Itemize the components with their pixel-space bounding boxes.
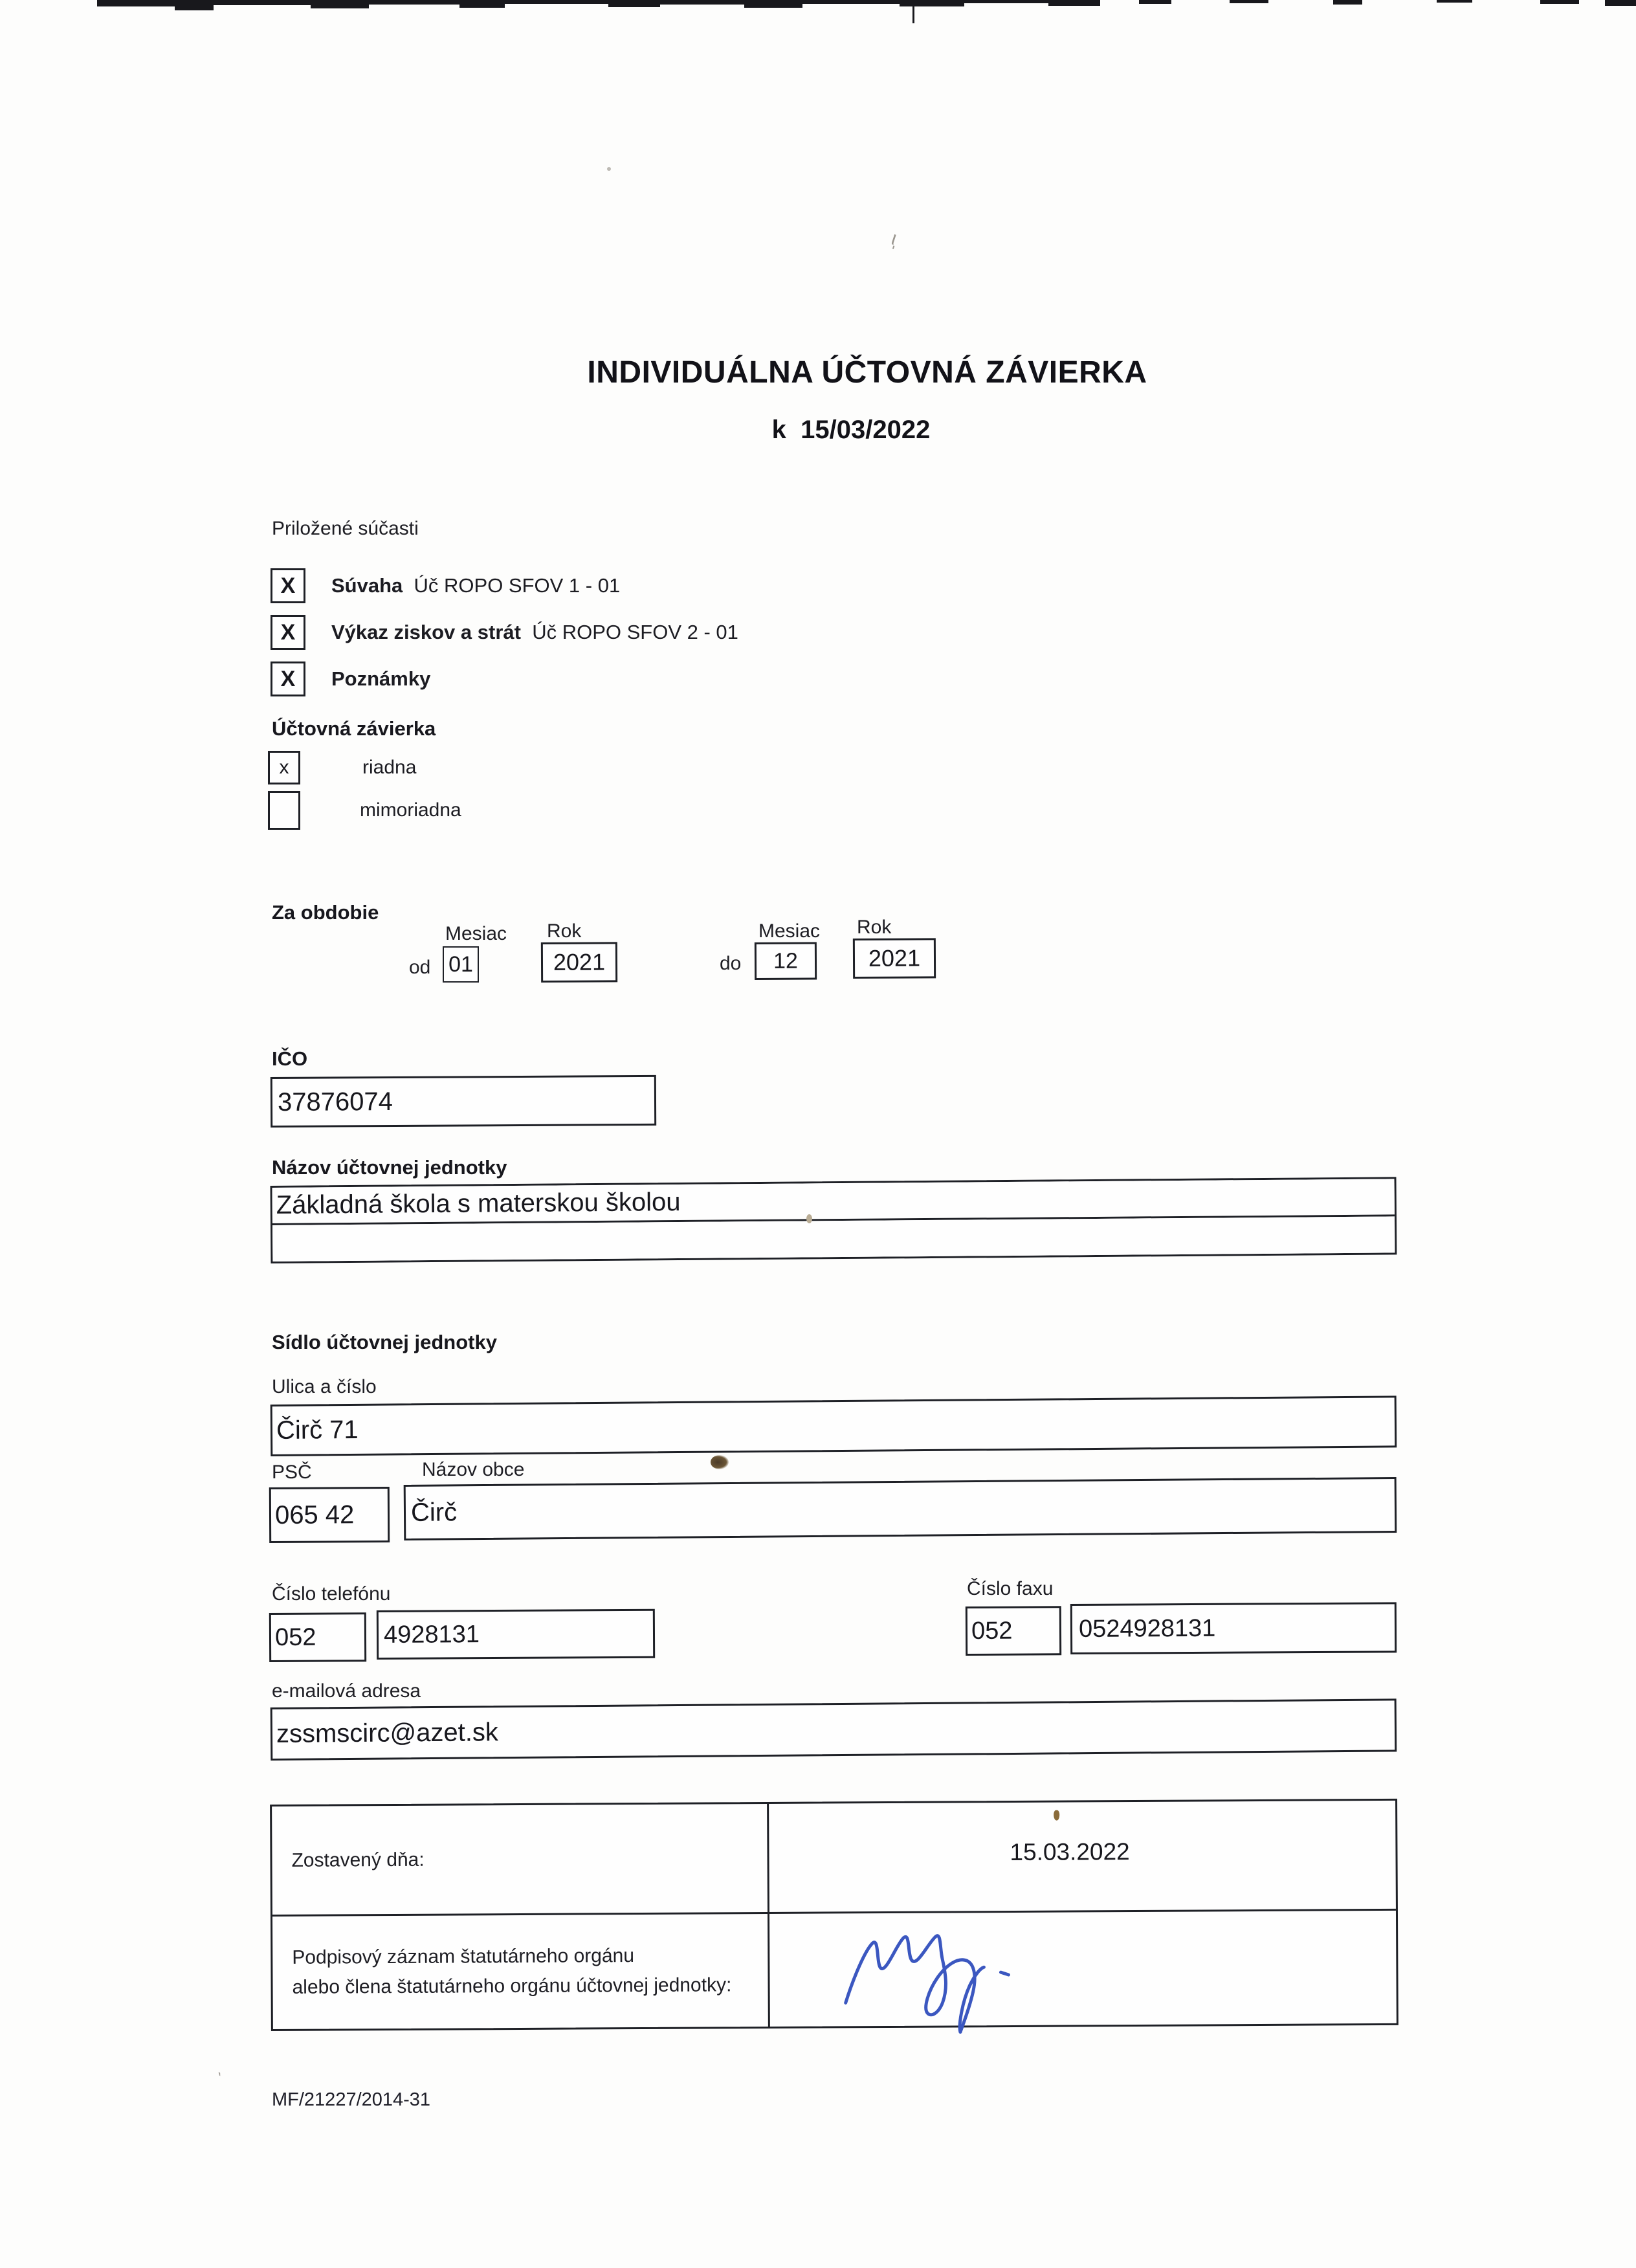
email-field[interactable]: zssmscirc@azet.sk [271, 1698, 1397, 1761]
phone-number-field[interactable]: 4928131 [377, 1609, 655, 1660]
fax-label: Číslo faxu [967, 1578, 1054, 1599]
psc-field[interactable]: 065 42 [269, 1487, 390, 1543]
town-field[interactable]: Čirč [404, 1477, 1397, 1540]
email-label: e-mailová adresa [272, 1680, 421, 1702]
riadna-checkbox[interactable]: x [268, 751, 300, 784]
scan-speck-dot [607, 167, 611, 171]
ico-label: IČO [272, 1047, 308, 1070]
period-to-month-header: Mesiac [758, 920, 821, 942]
signing-date-label-cell [272, 1804, 769, 1915]
poznamky-label [331, 667, 430, 691]
scan-speck-footer: ` [208, 2069, 225, 2088]
zavierka-section-label: Účtovná závierka [272, 717, 436, 740]
suvaha-label-bold: Súvaha [331, 574, 403, 597]
suvaha-label-rest: Úč ROPO SFOV 1 - 01 [414, 574, 621, 597]
signing-date-value-cell [769, 1801, 1396, 1912]
suvaha-checkbox[interactable]: X [271, 568, 305, 603]
poznamky-label-bold: Poznámky [331, 667, 431, 690]
scan-artifact-top [0, 0, 1636, 26]
entity-name-field-line1[interactable]: Základná škola s materskou školou [272, 1179, 1395, 1225]
period-to-month-field[interactable]: 12 [755, 942, 817, 980]
signing-signature-row [272, 1911, 1397, 2029]
signing-table [270, 1799, 1398, 2031]
mimoriadna-label: mimoriadna [360, 799, 461, 821]
period-from-year-field[interactable]: 2021 [541, 942, 617, 983]
period-to-year-header: Rok [857, 917, 892, 938]
zavierka-row-riadna [268, 751, 416, 784]
ico-field[interactable]: 37876074 [271, 1075, 656, 1128]
period-to-year-field[interactable]: 2021 [853, 938, 936, 979]
page-title: INDIVIDUÁLNA ÚČTOVNÁ ZÁVIERKA [587, 355, 1147, 390]
scan-speck-above-date [1054, 1810, 1059, 1821]
attachments-section-label: Priložené súčasti [272, 518, 419, 539]
suvaha-label [331, 574, 620, 597]
vykaz-label-rest: Úč ROPO SFOV 2 - 01 [532, 621, 738, 643]
period-section-label: Za obdobie [272, 901, 379, 924]
street-label: Ulica a číslo [272, 1376, 377, 1397]
mimoriadna-checkbox[interactable] [268, 791, 300, 830]
period-from-label: od [409, 957, 431, 978]
address-section-label: Sídlo účtovnej jednotky [272, 1331, 497, 1353]
vykaz-label [331, 621, 738, 644]
subtitle-prefix: k [771, 416, 786, 444]
signature-label-line2: alebo člena štatutárneho orgánu účtovnej jednotky: [292, 1974, 732, 1998]
riadna-label: riadna [362, 757, 417, 778]
period-from-month-field[interactable]: 01 [443, 946, 479, 983]
fax-number-field[interactable]: 0524928131 [1070, 1602, 1397, 1654]
signature [831, 1905, 1052, 2036]
signing-date-value: 15.03.2022 [1010, 1838, 1130, 1866]
fax-prefix-field[interactable]: 052 [966, 1606, 1061, 1656]
psc-label: PSČ [272, 1462, 312, 1483]
entity-name-label: Názov účtovnej jednotky [272, 1156, 507, 1179]
page-subtitle [272, 416, 1430, 445]
entity-name-fieldset [271, 1177, 1397, 1263]
street-field[interactable]: Čirč 71 [271, 1395, 1397, 1456]
scan-speck-squiggle: ι̩ [889, 227, 900, 250]
attachment-row-vykaz [271, 615, 738, 650]
signing-date-row [272, 1801, 1396, 1917]
signature-label-cell [272, 1914, 770, 2029]
signature-label-line1: Podpisový záznam štatutárneho orgánu [292, 1944, 635, 1968]
period-from-year-header: Rok [547, 920, 582, 942]
form-code: MF/21227/2014-31 [272, 2089, 431, 2110]
vykaz-checkbox[interactable]: X [271, 615, 305, 650]
subtitle-date: 15/03/2022 [801, 416, 931, 444]
signing-date-label: Zostavený dňa: [291, 1849, 425, 1871]
attachment-row-suvaha [271, 568, 620, 603]
town-label: Názov obce [422, 1459, 525, 1480]
period-from-month-header: Mesiac [445, 923, 507, 944]
phone-label: Číslo telefónu [272, 1583, 391, 1605]
scan-speck-name-box [806, 1214, 812, 1223]
scan-smudge-ink [711, 1455, 729, 1469]
period-to-label: do [720, 953, 742, 974]
poznamky-checkbox[interactable]: X [271, 662, 305, 696]
signature-cell [769, 1911, 1397, 2027]
phone-prefix-field[interactable]: 052 [269, 1612, 366, 1662]
attachment-row-poznamky [271, 662, 430, 696]
zavierka-row-mimoriadna [268, 791, 461, 830]
vykaz-label-bold: Výkaz ziskov a strát [331, 621, 521, 643]
